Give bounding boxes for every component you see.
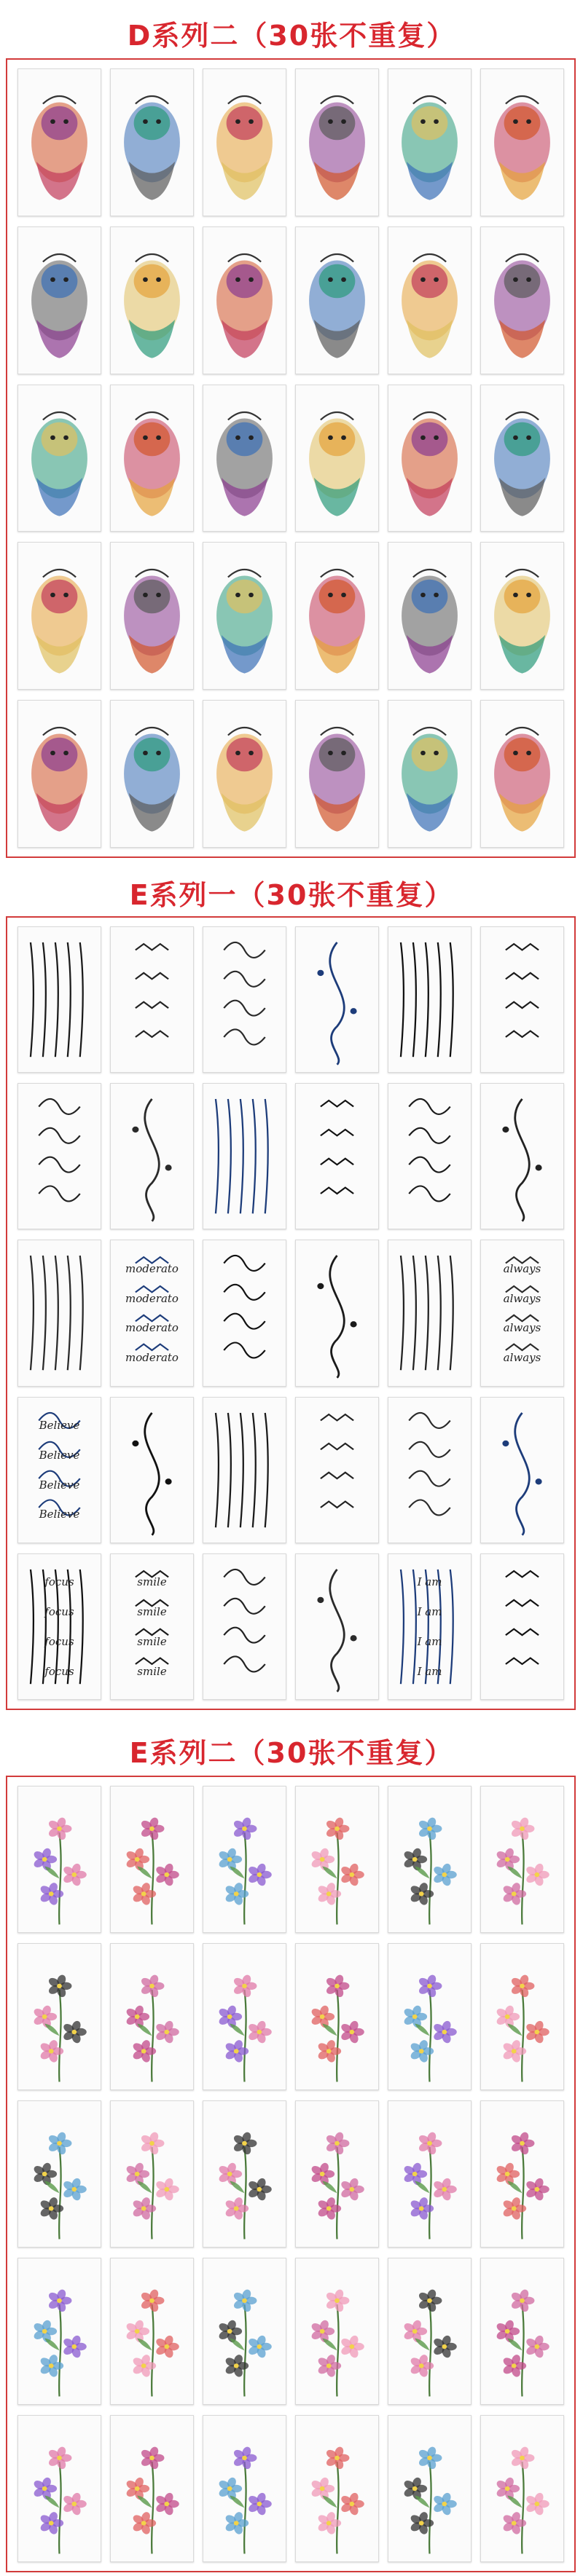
tattoo-sticker: [17, 1397, 101, 1543]
tattoo-sticker: [388, 926, 472, 1073]
tattoo-sticker: [203, 2415, 286, 2562]
tattoo-script-line: always: [503, 1321, 541, 1335]
tattoo-illustration: [388, 543, 471, 689]
tattoo-illustration: [296, 2258, 378, 2404]
tattoo-illustration: [388, 2416, 471, 2561]
tattoo-sticker: [295, 926, 379, 1073]
tattoo-sticker: [17, 700, 101, 848]
tattoo-grid-d2: [17, 68, 564, 848]
tattoo-illustration: [203, 927, 286, 1072]
tattoo-sticker: [480, 2415, 564, 2562]
tattoo-script-line: smile: [137, 1634, 167, 1648]
tattoo-illustration: [203, 543, 286, 689]
tattoo-grid-frame-e2: [6, 1776, 576, 2572]
tattoo-sticker: [295, 2258, 379, 2405]
tattoo-illustration: [203, 385, 286, 532]
tattoo-sticker: [295, 1397, 379, 1543]
tattoo-script-line: focus: [44, 1604, 74, 1618]
tattoo-script-line: focus: [44, 1664, 74, 1678]
tattoo-illustration: [481, 385, 563, 532]
tattoo-sticker: [203, 68, 286, 216]
tattoo-illustration: [296, 2101, 378, 2247]
tattoo-sticker: [388, 542, 472, 690]
tattoo-sticker: [110, 1083, 194, 1229]
tattoo-sticker: [295, 1786, 379, 1933]
tattoo-illustration: [296, 927, 378, 1072]
tattoo-illustration: [203, 2101, 286, 2247]
tattoo-illustration: [111, 701, 193, 847]
tattoo-sticker: [203, 2100, 286, 2248]
section-title-e1: E系列一（30张不重复）: [129, 879, 454, 911]
tattoo-illustration: [111, 927, 193, 1072]
tattoo-sticker: [203, 227, 286, 374]
tattoo-illustration: [18, 2258, 101, 2404]
tattoo-script-text: [24, 1567, 95, 1686]
tattoo-sticker: [203, 1397, 286, 1543]
tattoo-sticker: [388, 700, 472, 848]
tattoo-sticker: [295, 2415, 379, 2562]
tattoo-script-line: I am: [417, 1664, 442, 1678]
tattoo-sticker: [203, 1083, 286, 1229]
tattoo-sticker: [480, 227, 564, 374]
tattoo-illustration: [111, 1084, 193, 1229]
tattoo-grid-frame-e1: [6, 916, 576, 1710]
tattoo-sticker: [17, 1943, 101, 2090]
tattoo-illustration: [388, 927, 471, 1072]
tattoo-sticker: [110, 2415, 194, 2562]
tattoo-sticker: [110, 1786, 194, 1933]
tattoo-sticker: [388, 2415, 472, 2562]
tattoo-sticker: [388, 1943, 472, 2090]
tattoo-sticker: [203, 926, 286, 1073]
tattoo-sticker: [388, 1786, 472, 1933]
tattoo-illustration: [111, 227, 193, 374]
tattoo-sticker: [480, 700, 564, 848]
tattoo-script-line: always: [503, 1351, 541, 1365]
tattoo-sticker: [388, 227, 472, 374]
tattoo-script-line: smile: [137, 1604, 167, 1618]
tattoo-sticker: [203, 385, 286, 532]
tattoo-illustration: [388, 1240, 471, 1385]
tattoo-illustration: [296, 385, 378, 532]
tattoo-sticker: [110, 2258, 194, 2405]
tattoo-illustration: [203, 701, 286, 847]
tattoo-illustration: [481, 1084, 563, 1229]
tattoo-illustration: [481, 1398, 563, 1543]
tattoo-illustration: [203, 227, 286, 374]
tattoo-sticker: [388, 1240, 472, 1386]
tattoo-illustration: [481, 1787, 563, 1932]
tattoo-sticker: [295, 542, 379, 690]
tattoo-illustration: [481, 543, 563, 689]
tattoo-sticker: [17, 2100, 101, 2248]
tattoo-illustration: [111, 69, 193, 216]
tattoo-sticker: [17, 227, 101, 374]
tattoo-sticker: [110, 1397, 194, 1543]
tattoo-sticker: [480, 2100, 564, 2248]
tattoo-illustration: [388, 2101, 471, 2247]
tattoo-script-text: [394, 1567, 465, 1686]
tattoo-sticker: [203, 1786, 286, 1933]
tattoo-illustration: [18, 2416, 101, 2561]
tattoo-script-line: focus: [44, 1634, 74, 1648]
tattoo-illustration: [388, 385, 471, 532]
tattoo-sticker: [203, 542, 286, 690]
tattoo-illustration: [296, 227, 378, 374]
tattoo-illustration: [388, 701, 471, 847]
tattoo-sticker: [110, 2100, 194, 2248]
tattoo-script-line: Believe: [39, 1448, 80, 1462]
tattoo-illustration: [203, 2258, 286, 2404]
tattoo-sticker: [295, 227, 379, 374]
tattoo-sticker: [480, 2258, 564, 2405]
tattoo-illustration: [388, 2258, 471, 2404]
tattoo-illustration: [203, 1554, 286, 1699]
tattoo-sticker: [480, 1397, 564, 1543]
tattoo-illustration: [296, 1084, 378, 1229]
tattoo-illustration: [18, 1084, 101, 1229]
tattoo-illustration: [18, 2101, 101, 2247]
section-e2: [0, 1717, 583, 2576]
tattoo-illustration: [481, 2416, 563, 2561]
tattoo-illustration: [111, 2101, 193, 2247]
tattoo-sticker: [203, 1240, 286, 1386]
tattoo-illustration: [481, 2258, 563, 2404]
tattoo-sticker: [388, 385, 472, 532]
tattoo-illustration: [203, 1944, 286, 2089]
tattoo-script-line: Believe: [39, 1418, 80, 1432]
tattoo-sticker: [203, 700, 286, 848]
tattoo-sticker: [17, 1553, 101, 1700]
tattoo-sticker: [388, 2100, 472, 2248]
tattoo-illustration: [111, 543, 193, 689]
tattoo-sticker: [110, 700, 194, 848]
tattoo-script-line: I am: [417, 1634, 442, 1648]
tattoo-illustration: [481, 927, 563, 1072]
tattoo-illustration: [18, 927, 101, 1072]
tattoo-sticker: [388, 68, 472, 216]
tattoo-sticker: [480, 68, 564, 216]
tattoo-illustration: [296, 1787, 378, 1932]
tattoo-illustration: [18, 69, 101, 216]
tattoo-illustration: [18, 227, 101, 374]
tattoo-illustration: [18, 1944, 101, 2089]
section-title-d2: D系列二（30张不重复）: [127, 20, 456, 52]
tattoo-illustration: [388, 1398, 471, 1543]
tattoo-sticker: [110, 926, 194, 1073]
tattoo-illustration: [296, 1944, 378, 2089]
tattoo-sticker: [480, 1083, 564, 1229]
tattoo-illustration: [388, 1944, 471, 2089]
tattoo-illustration: [18, 1787, 101, 1932]
tattoo-illustration: [481, 1554, 563, 1699]
tattoo-sticker: [110, 227, 194, 374]
section-e1: [0, 859, 583, 1717]
tattoo-script-line: moderato: [125, 1321, 179, 1335]
tattoo-illustration: [203, 69, 286, 216]
tattoo-grid-frame-d2: [6, 58, 576, 858]
tattoo-sticker: [17, 385, 101, 532]
tattoo-illustration: [481, 227, 563, 374]
tattoo-sticker: [203, 1553, 286, 1700]
tattoo-sticker: [17, 2415, 101, 2562]
tattoo-illustration: [296, 2416, 378, 2561]
tattoo-illustration: [481, 2101, 563, 2247]
tattoo-grid-e1: [17, 926, 564, 1700]
tattoo-sticker: [480, 385, 564, 532]
tattoo-sticker: [295, 2100, 379, 2248]
section-d2: [0, 0, 583, 859]
tattoo-script-line: I am: [417, 1604, 442, 1618]
tattoo-illustration: [203, 2416, 286, 2561]
tattoo-script-line: always: [503, 1291, 541, 1305]
tattoo-sticker: [17, 1083, 101, 1229]
tattoo-illustration: [18, 701, 101, 847]
tattoo-illustration: [111, 1944, 193, 2089]
tattoo-sticker: [480, 926, 564, 1073]
section-title-e2: E系列二（30张不重复）: [129, 1737, 454, 1769]
tattoo-illustration: [481, 69, 563, 216]
tattoo-sticker: [17, 2258, 101, 2405]
tattoo-illustration: [18, 543, 101, 689]
tattoo-illustration: [18, 1240, 101, 1385]
tattoo-script-line: smile: [137, 1575, 167, 1589]
tattoo-sticker: [480, 542, 564, 690]
tattoo-sticker: [295, 700, 379, 848]
tattoo-illustration: [388, 227, 471, 374]
tattoo-sticker: [295, 1943, 379, 2090]
tattoo-sticker: [17, 1240, 101, 1386]
tattoo-script-line: moderato: [125, 1351, 179, 1365]
tattoo-sticker: [17, 542, 101, 690]
tattoo-sticker: [295, 1240, 379, 1386]
tattoo-script-text: [117, 1253, 187, 1372]
tattoo-illustration: [296, 701, 378, 847]
tattoo-script-text: [487, 1253, 557, 1372]
tattoo-sticker: [480, 1240, 564, 1386]
tattoo-illustration: [203, 1398, 286, 1543]
tattoo-illustration: [203, 1240, 286, 1385]
tattoo-illustration: [111, 385, 193, 532]
tattoo-illustration: [296, 1398, 378, 1543]
tattoo-script-line: Believe: [39, 1478, 80, 1492]
tattoo-illustration: [296, 69, 378, 216]
tattoo-illustration: [388, 69, 471, 216]
tattoo-script-line: smile: [137, 1664, 167, 1678]
tattoo-illustration: [111, 2416, 193, 2561]
tattoo-script-line: Believe: [39, 1508, 80, 1521]
tattoo-sticker: [480, 1943, 564, 2090]
tattoo-illustration: [296, 1554, 378, 1699]
tattoo-script-text: [24, 1411, 95, 1529]
tattoo-illustration: [18, 385, 101, 532]
tattoo-sticker: [203, 2258, 286, 2405]
tattoo-illustration: [481, 1944, 563, 2089]
tattoo-script-line: always: [503, 1261, 541, 1275]
tattoo-sticker: [17, 926, 101, 1073]
tattoo-illustration: [481, 701, 563, 847]
tattoo-sticker: [480, 1786, 564, 1933]
tattoo-sticker: [17, 1786, 101, 1933]
tattoo-illustration: [111, 1398, 193, 1543]
tattoo-sticker: [480, 1553, 564, 1700]
tattoo-sticker: [295, 68, 379, 216]
tattoo-script-line: moderato: [125, 1291, 179, 1305]
tattoo-sticker: [388, 1553, 472, 1700]
tattoo-illustration: [203, 1787, 286, 1932]
tattoo-sticker: [203, 1943, 286, 2090]
tattoo-sticker: [388, 1083, 472, 1229]
tattoo-sticker: [110, 1240, 194, 1386]
tattoo-sticker: [388, 1397, 472, 1543]
tattoo-sticker: [110, 1553, 194, 1700]
tattoo-illustration: [388, 1084, 471, 1229]
tattoo-script-line: moderato: [125, 1261, 179, 1275]
tattoo-sticker: [295, 1553, 379, 1700]
tattoo-sticker: [295, 1083, 379, 1229]
tattoo-sticker: [110, 1943, 194, 2090]
tattoo-sticker: [110, 385, 194, 532]
tattoo-illustration: [296, 543, 378, 689]
tattoo-script-line: I am: [417, 1575, 442, 1589]
tattoo-script-line: focus: [44, 1575, 74, 1589]
tattoo-sticker: [388, 2258, 472, 2405]
tattoo-grid-e2: [17, 1786, 564, 2562]
tattoo-sticker: [110, 68, 194, 216]
tattoo-illustration: [388, 1787, 471, 1932]
tattoo-illustration: [111, 2258, 193, 2404]
tattoo-sticker: [17, 68, 101, 216]
tattoo-illustration: [296, 1240, 378, 1385]
tattoo-script-text: [117, 1567, 187, 1686]
tattoo-illustration: [203, 1084, 286, 1229]
tattoo-sticker: [110, 542, 194, 690]
tattoo-sticker: [295, 385, 379, 532]
tattoo-illustration: [111, 1787, 193, 1932]
